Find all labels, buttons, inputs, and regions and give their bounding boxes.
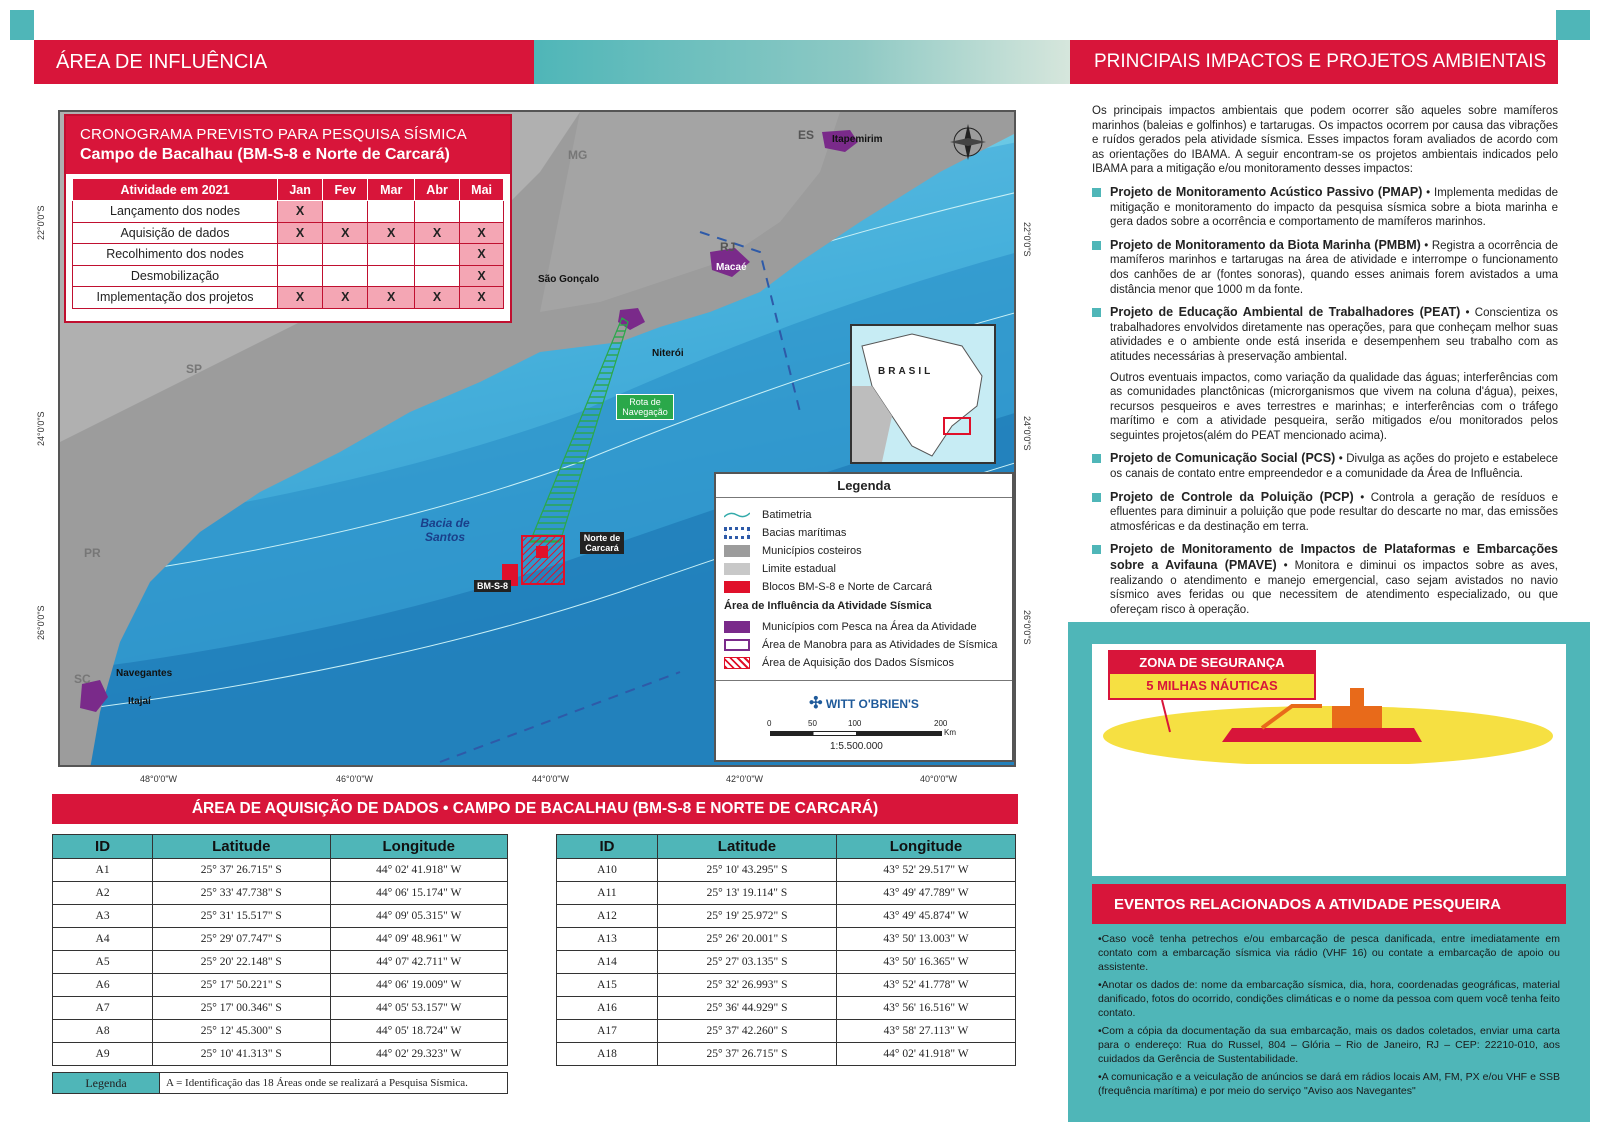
safety-card bbox=[1092, 644, 1566, 876]
schedule-mark bbox=[278, 265, 323, 287]
acq-id: A11 bbox=[557, 882, 658, 905]
schedule-mark: X bbox=[460, 287, 504, 309]
corner-marker-right bbox=[1556, 10, 1590, 40]
legend-title: Legenda bbox=[716, 474, 1012, 498]
acq-longitude: 44° 05' 18.724" W bbox=[330, 1020, 507, 1043]
scale-tick: 200 bbox=[934, 719, 948, 728]
acq-id: A5 bbox=[53, 951, 153, 974]
acq-col-header: Latitude bbox=[657, 835, 836, 859]
brand-name: WITT O'BRIEN'S bbox=[825, 697, 919, 711]
block-norte-carcara bbox=[536, 546, 548, 558]
schedule-col-month: Fev bbox=[323, 179, 368, 201]
safety-text-d: VHF 16. bbox=[1237, 831, 1279, 843]
lat-label: 24°0'0"S bbox=[36, 411, 46, 446]
schedule-activity: Desmobilização bbox=[73, 265, 278, 287]
acq-longitude: 43° 58' 27.113" W bbox=[836, 1020, 1015, 1043]
project-item bbox=[1092, 451, 1558, 481]
project-title: Projeto de Comunicação Social (PCS) bbox=[1110, 451, 1336, 466]
brazil-inset-map bbox=[852, 326, 994, 462]
impacts-other: Outros eventuais impactos, como variação da qualidade das águas; interferências com as comunidades planctônicas (microrganismos que vivem na coluna d'água), peixes, recursos pesqueiros e aves terrestres e marinhas; e interferências com o tráfego marítimo e com a atividade pesqueira, serão mitigados e/ou monitorados pelos seguintes projetos(além do PEAT mencionado acima). bbox=[1110, 371, 1558, 442]
schedule-row bbox=[73, 222, 504, 244]
zone-subtitle: 5 MILHAS NÁUTICAS bbox=[1110, 674, 1314, 698]
acq-id: A6 bbox=[53, 974, 153, 997]
acq-longitude: 44° 09' 48.961" W bbox=[330, 928, 507, 951]
events-title-bar bbox=[1092, 884, 1566, 924]
acq-col-header: ID bbox=[557, 835, 658, 859]
schedule-mark bbox=[460, 201, 504, 223]
project-title: Projeto de Monitoramento de Impactos de Plataformas e Embarcações sobre a Avifauna (PMAVE) bbox=[1110, 542, 1558, 573]
city-label-sao-goncalo: São Gonçalo bbox=[538, 274, 600, 285]
legend-item bbox=[716, 618, 1012, 636]
lat-label: 26°0'0"S bbox=[36, 605, 46, 640]
scale-unit: Km bbox=[944, 728, 956, 737]
acq-longitude: 44° 02' 29.323" W bbox=[330, 1043, 507, 1066]
schedule-row bbox=[73, 201, 504, 223]
lon-label: 46°0'0"W bbox=[336, 774, 374, 784]
legend-item bbox=[716, 560, 1012, 578]
acq-latitude: 25° 10' 41.313" S bbox=[153, 1043, 330, 1066]
schedule-activity: Lançamento dos nodes bbox=[73, 201, 278, 223]
acq-legend bbox=[52, 1072, 508, 1094]
safety-text-b: distância mínima de 5 milhas das embarcações sísmicas. bbox=[1179, 789, 1499, 801]
legend-label: Área de Aquisição dos Dados Sísmicos bbox=[762, 657, 954, 669]
acq-title: ÁREA DE AQUISIÇÃO DE DADOS • CAMPO DE BACALHAU (BM-S-8 E NORTE DE CARCARÁ) bbox=[191, 800, 879, 817]
event-item: •Anotar os dados de: nome da embarcação sísmica, dia, hora, coordenadas geográficas, material danificado, fotos do ocorrido, condições climáticas e o nome da pessoa com quem você tenha feito contato. bbox=[1098, 979, 1560, 1019]
schedule-col-month: Mar bbox=[368, 179, 415, 201]
acq-longitude: 44° 06' 19.009" W bbox=[330, 974, 507, 997]
project-text: • Monitora e diminui os impactos sobre as aves, realizando o atendimento e manejo emergencial, caso sejam avistados no navio sísmico aves feridas ou que necessitem de atendimento especializado, ou que ofereçam risco à operação. bbox=[1110, 560, 1558, 616]
acq-latitude: 25° 10' 43.295" S bbox=[657, 859, 836, 882]
acq-col-header: Longitude bbox=[330, 835, 507, 859]
schedule-mark: X bbox=[278, 222, 323, 244]
acq-table-right bbox=[556, 834, 1016, 1066]
coastal-swatch-icon bbox=[724, 545, 750, 557]
acq-title-bar bbox=[52, 794, 1018, 824]
legend-label: Batimetria bbox=[762, 509, 812, 521]
acq-latitude: 25° 37' 26.715" S bbox=[153, 859, 330, 882]
schedule-mark bbox=[368, 265, 415, 287]
acq-latitude: 25° 37' 26.715" S bbox=[657, 1043, 836, 1066]
schedule-mark: X bbox=[323, 222, 368, 244]
bathymetry-swatch-icon bbox=[724, 509, 750, 521]
acq-id: A10 bbox=[557, 859, 658, 882]
safety-text-c: Caso haja necessidade de comunicação com o navio sísmico, chame pelo rádio. Existe um rádio operador brasileiro 24 horas disponível para contato. Lembre-se que o canal de comunicação mais usual é: bbox=[1102, 789, 1556, 843]
lon-label: 42°0'0"W bbox=[726, 774, 764, 784]
maneuver-swatch-icon bbox=[724, 639, 750, 651]
acq-longitude: 44° 05' 53.157" W bbox=[330, 997, 507, 1020]
acq-id: A14 bbox=[557, 951, 658, 974]
acq-latitude: 25° 37' 42.260" S bbox=[657, 1020, 836, 1043]
left-header-title: ÁREA DE INFLUÊNCIA bbox=[56, 50, 268, 73]
schedule-mark: X bbox=[460, 222, 504, 244]
lon-label: 48°0'0"W bbox=[140, 774, 178, 784]
schedule-mark bbox=[368, 201, 415, 223]
city-label-macae: Macaé bbox=[716, 262, 747, 273]
project-item bbox=[1092, 238, 1558, 297]
schedule-activity: Aquisição de dados bbox=[73, 222, 278, 244]
acq-longitude: 43° 49' 47.789" W bbox=[836, 882, 1015, 905]
project-title: Projeto de Monitoramento Acústico Passivo (PMAP) bbox=[1110, 184, 1423, 199]
acq-latitude: 25° 20' 22.148" S bbox=[153, 951, 330, 974]
bullet-square-icon bbox=[1092, 308, 1101, 317]
table-row bbox=[53, 974, 508, 997]
acq-latitude: 25° 27' 03.135" S bbox=[657, 951, 836, 974]
table-row bbox=[53, 859, 508, 882]
acq-id: A15 bbox=[557, 974, 658, 997]
table-row bbox=[557, 1043, 1016, 1066]
schedule-row bbox=[73, 287, 504, 309]
event-item: •A comunicação e a veiculação de anúncios se dará em rádios locais AM, FM, PX e/ou VHF e SSB (frequência marítima) e por meio do serviço "Aviso aos Navegantes" bbox=[1098, 1071, 1560, 1097]
schedule-mark: X bbox=[414, 222, 459, 244]
acquisition-swatch-icon bbox=[724, 657, 750, 669]
right-header-title: PRINCIPAIS IMPACTOS E PROJETOS AMBIENTAIS bbox=[1094, 51, 1547, 72]
acq-latitude: 25° 29' 07.747" S bbox=[153, 928, 330, 951]
table-row bbox=[557, 905, 1016, 928]
seismic-vessel-hull bbox=[1222, 728, 1422, 742]
table-row bbox=[557, 859, 1016, 882]
lat-label: 22°0'0"S bbox=[1022, 222, 1032, 257]
acq-header-row bbox=[557, 835, 1016, 859]
project-text: • Controla a geração de resíduos e efluentes para diminuir a poluição que pode resultar do descarte no mar, das emissões atmosféricas e da destinação em terra. bbox=[1110, 491, 1559, 533]
legend-item bbox=[716, 578, 1012, 596]
legend-item bbox=[716, 524, 1012, 542]
schedule-mark: X bbox=[278, 287, 323, 309]
acq-longitude: 44° 09' 05.315" W bbox=[330, 905, 507, 928]
project-title: Projeto de Monitoramento da Biota Marinha (PMBM) bbox=[1110, 237, 1421, 252]
brand-logo-icon: ✣ bbox=[809, 695, 823, 712]
schedule-activity: Recolhimento dos nodes bbox=[73, 244, 278, 266]
acq-longitude: 43° 52' 41.778" W bbox=[836, 974, 1015, 997]
table-row bbox=[53, 882, 508, 905]
schedule-subtitle: Campo de Bacalhau (BM-S-8 e Norte de Carcará) bbox=[80, 146, 450, 163]
acq-longitude: 44° 02' 41.918" W bbox=[836, 1043, 1015, 1066]
acq-id: A17 bbox=[557, 1020, 658, 1043]
lon-label: 44°0'0"W bbox=[532, 774, 570, 784]
schedule-mark bbox=[414, 244, 459, 266]
project-text: • Implementa medidas de mitigação e monitoramento do impacto da pesquisa sísmica sobre a biota marinha e gera dados sobre a ocorrência e comportamento de mamíferos marinhos. bbox=[1110, 186, 1558, 229]
right-header bbox=[1070, 40, 1558, 84]
acq-id: A1 bbox=[53, 859, 153, 882]
acq-latitude: 25° 33' 47.738" S bbox=[153, 882, 330, 905]
table-row bbox=[557, 882, 1016, 905]
scale-line bbox=[770, 731, 942, 736]
acq-col-header: ID bbox=[53, 835, 153, 859]
schedule-mark bbox=[278, 244, 323, 266]
schedule-mark bbox=[368, 244, 415, 266]
project-item bbox=[1092, 185, 1558, 230]
scale-ratio: 1:5.500.000 bbox=[830, 741, 883, 752]
acq-latitude: 25° 12' 45.300" S bbox=[153, 1020, 330, 1043]
project-item bbox=[1092, 542, 1558, 617]
schedule-box bbox=[64, 114, 512, 323]
scale-tick: 0 bbox=[767, 719, 772, 728]
table-row bbox=[557, 1020, 1016, 1043]
project-text: • Conscientiza os trabalhadores envolvidos diretamente nas operações, para que conheçam melhor suas atividades e o ambiente onde está inserida e desempenhem seu trabalho com as atitudes necessárias à preservação ambiental. bbox=[1110, 307, 1558, 363]
acq-col-header: Longitude bbox=[836, 835, 1015, 859]
schedule-mark: X bbox=[460, 244, 504, 266]
schedule-mark bbox=[323, 265, 368, 287]
acq-longitude: 43° 56' 16.516" W bbox=[836, 997, 1015, 1020]
acq-latitude: 25° 13' 19.114" S bbox=[657, 882, 836, 905]
legend-label: Municípios com Pesca na Área da Atividade bbox=[762, 621, 977, 633]
table-row bbox=[557, 951, 1016, 974]
legend-item bbox=[716, 542, 1012, 560]
lat-label: 22°0'0"S bbox=[36, 205, 46, 240]
scale-tick: 100 bbox=[848, 719, 862, 728]
schedule-mark bbox=[414, 265, 459, 287]
safety-text bbox=[1102, 774, 1556, 844]
acq-id: A13 bbox=[557, 928, 658, 951]
legend-label: Blocos BM-S-8 e Norte de Carcará bbox=[762, 581, 932, 593]
acq-id: A8 bbox=[53, 1020, 153, 1043]
schedule-header bbox=[66, 116, 510, 174]
area-aquisicao bbox=[522, 536, 564, 584]
project-item bbox=[1092, 490, 1558, 535]
schedule-mark: X bbox=[278, 201, 323, 223]
header-gradient-band bbox=[534, 40, 1070, 84]
project-text: • Registra a ocorrência de mamíferos marinhos e tartarugas na área de atividade e interrompe o funcionamento dos canhões de ar (fontes sonoras), quando esses animais forem avistados a uma distância menor que 1000 m da fonte. bbox=[1110, 239, 1558, 296]
blocks-swatch-icon bbox=[724, 581, 750, 593]
bms8-label: BM-S-8 bbox=[474, 580, 511, 592]
table-row bbox=[53, 951, 508, 974]
acq-table-left bbox=[52, 834, 508, 1066]
state-label-es: ES bbox=[798, 128, 815, 142]
acq-longitude: 43° 50' 16.365" W bbox=[836, 951, 1015, 974]
state-label-sp: SP bbox=[186, 362, 203, 376]
schedule-col-month: Mai bbox=[460, 179, 504, 201]
state-limit-swatch-icon bbox=[724, 563, 750, 575]
inset-label: BRASIL bbox=[878, 366, 934, 377]
basin-swatch-icon bbox=[724, 527, 750, 539]
info-panel bbox=[1068, 622, 1590, 1122]
acq-longitude: 43° 52' 29.517" W bbox=[836, 859, 1015, 882]
acq-longitude: 44° 07' 42.711" W bbox=[330, 951, 507, 974]
impacts-panel bbox=[1092, 104, 1558, 617]
legend-label: Bacias marítimas bbox=[762, 527, 847, 539]
bullet-square-icon bbox=[1092, 188, 1101, 197]
safety-illustration bbox=[1092, 644, 1566, 764]
events-title: EVENTOS RELACIONADOS A ATIVIDADE PESQUEIRA bbox=[1114, 895, 1501, 913]
acq-legend-label: Legenda bbox=[53, 1073, 159, 1093]
schedule-col-month: Abr bbox=[414, 179, 459, 201]
event-item: •Com a cópia da documentação da sua embarcação, mais os dados coletados, enviar uma carta para o endereço: Rua do Russel, 804 – Glória – Rio de Janeiro, RJ – CEP: 22210-010, aos cuidados da Gerência de Sustentabilidade. bbox=[1098, 1025, 1560, 1065]
legend-label: Municípios costeiros bbox=[762, 545, 862, 557]
acq-longitude: 43° 49' 45.874" W bbox=[836, 905, 1015, 928]
schedule-activity: Implementação dos projetos bbox=[73, 287, 278, 309]
brand bbox=[716, 681, 1012, 713]
acq-id: A9 bbox=[53, 1043, 153, 1066]
city-label-itapemirim: Itapemirim bbox=[832, 134, 883, 145]
left-header bbox=[34, 40, 534, 84]
acq-latitude: 25° 17' 00.346" S bbox=[153, 997, 330, 1020]
table-row bbox=[53, 997, 508, 1020]
acq-latitude: 25° 32' 26.993" S bbox=[657, 974, 836, 997]
schedule-table bbox=[72, 178, 504, 309]
seismic-vessel-tower bbox=[1350, 688, 1364, 706]
state-label-pr: PR bbox=[84, 546, 101, 560]
bullet-square-icon bbox=[1092, 454, 1101, 463]
acq-latitude: 25° 31' 15.517" S bbox=[153, 905, 330, 928]
bullet-square-icon bbox=[1092, 493, 1101, 502]
city-label-itajai: Itajaí bbox=[128, 696, 151, 707]
schedule-col-month: Jan bbox=[278, 179, 323, 201]
schedule-mark: X bbox=[368, 287, 415, 309]
schedule-col-activity: Atividade em 2021 bbox=[73, 179, 278, 201]
acq-latitude: 25° 17' 50.221" S bbox=[153, 974, 330, 997]
acq-latitude: 25° 36' 44.929" S bbox=[657, 997, 836, 1020]
schedule-mark: X bbox=[414, 287, 459, 309]
acq-id: A3 bbox=[53, 905, 153, 928]
scale-tick: 50 bbox=[808, 719, 817, 728]
bullet-square-icon bbox=[1092, 241, 1101, 250]
legend-item bbox=[716, 654, 1012, 672]
seismic-vessel-cabin bbox=[1332, 706, 1382, 728]
acq-longitude: 43° 50' 13.003" W bbox=[836, 928, 1015, 951]
city-label-niteroi: Niterói bbox=[652, 348, 684, 359]
safety-text-a: •Visando a segurança de todos durante a navegação, aconselhamos os pescadores que fiquem a uma bbox=[1102, 775, 1556, 801]
legend-label: Área de Manobra para as Atividades de Sísmica bbox=[762, 639, 998, 651]
project-item bbox=[1092, 305, 1558, 364]
table-row bbox=[557, 974, 1016, 997]
scale-bar bbox=[767, 719, 960, 755]
basin-label: Bacia de Santos bbox=[420, 516, 470, 544]
city-label-navegantes: Navegantes bbox=[116, 668, 173, 679]
acq-legend-text: A = Identificação das 18 Áreas onde se realizará a Pesquisa Sísmica. bbox=[159, 1073, 507, 1093]
schedule-mark: X bbox=[368, 222, 415, 244]
acq-id: A18 bbox=[557, 1043, 658, 1066]
project-title: Projeto de Controle da Poluição (PCP) bbox=[1110, 489, 1354, 504]
project-text: • Divulga as ações do projeto e estabelece os canais de contato entre empreendedor e a comunidade da Área de Influência. bbox=[1110, 453, 1559, 481]
route-label: Rota de Navegação bbox=[616, 394, 674, 420]
state-label-mg: MG bbox=[568, 148, 588, 162]
table-row bbox=[53, 1043, 508, 1066]
schedule-mark bbox=[414, 201, 459, 223]
table-row bbox=[53, 905, 508, 928]
table-row bbox=[557, 997, 1016, 1020]
table-row bbox=[557, 928, 1016, 951]
acq-id: A16 bbox=[557, 997, 658, 1020]
legend-subtitle: Área de Influência da Atividade Sísmica bbox=[724, 600, 932, 612]
acq-latitude: 25° 19' 25.972" S bbox=[657, 905, 836, 928]
norte-carcara-label: Norte de Carcará bbox=[580, 532, 624, 554]
lat-label: 24°0'0"S bbox=[1022, 416, 1032, 451]
acq-latitude: 25° 26' 20.001" S bbox=[657, 928, 836, 951]
event-item: •Caso você tenha petrechos e/ou embarcação de pesca danificada, entre imediatamente em contato com a embarcação sísmica via rádio (VHF 16) ou contate a embarcação de apoio ou assistente. bbox=[1098, 933, 1560, 973]
acq-longitude: 44° 06' 15.174" W bbox=[330, 882, 507, 905]
brazil-inset bbox=[850, 324, 996, 464]
events-list bbox=[1098, 932, 1560, 1098]
schedule-mark: X bbox=[323, 287, 368, 309]
legend-item bbox=[716, 636, 1012, 654]
acq-id: A12 bbox=[557, 905, 658, 928]
acq-col-header: Latitude bbox=[153, 835, 330, 859]
table-row bbox=[53, 928, 508, 951]
acq-header-row bbox=[53, 835, 508, 859]
map-legend bbox=[714, 472, 1014, 762]
schedule-title: CRONOGRAMA PREVISTO PARA PESQUISA SÍSMICA bbox=[80, 126, 467, 143]
lon-label: 40°0'0"W bbox=[920, 774, 958, 784]
schedule-row bbox=[73, 244, 504, 266]
impacts-intro: Os principais impactos ambientais que podem ocorrer são aqueles sobre mamíferos marinhos (baleias e golfinhos) e tartarugas. Os impactos ocorrem por causa das vibrações e ruídos gerados pela atividade sísmica. Esses impactos foram avaliados de acordo com as orientações do IBAMA. A seguir encontram-se os projetos ambientais indicados pelo IBAMA para a mitigação e/ou monitoramento desses impactos: bbox=[1092, 105, 1558, 176]
schedule-mark bbox=[323, 201, 368, 223]
corner-marker-left bbox=[10, 10, 34, 40]
state-label-sc: SC bbox=[74, 672, 91, 686]
schedule-row bbox=[73, 265, 504, 287]
zone-title: ZONA DE SEGURANÇA bbox=[1110, 652, 1314, 674]
project-title: Projeto de Educação Ambiental de Trabalhadores (PEAT) bbox=[1110, 305, 1461, 320]
acq-id: A7 bbox=[53, 997, 153, 1020]
state-label-rj: RJ bbox=[720, 240, 736, 254]
lat-label: 26°0'0"S bbox=[1022, 610, 1032, 645]
bullet-square-icon bbox=[1092, 545, 1101, 554]
legend-label: Limite estadual bbox=[762, 563, 836, 575]
acq-id: A4 bbox=[53, 928, 153, 951]
schedule-mark bbox=[323, 244, 368, 266]
schedule-mark: X bbox=[460, 265, 504, 287]
fishing-swatch-icon bbox=[724, 621, 750, 633]
table-row bbox=[53, 1020, 508, 1043]
acq-longitude: 44° 02' 41.918" W bbox=[330, 859, 507, 882]
legend-item bbox=[716, 506, 1012, 524]
acq-id: A2 bbox=[53, 882, 153, 905]
